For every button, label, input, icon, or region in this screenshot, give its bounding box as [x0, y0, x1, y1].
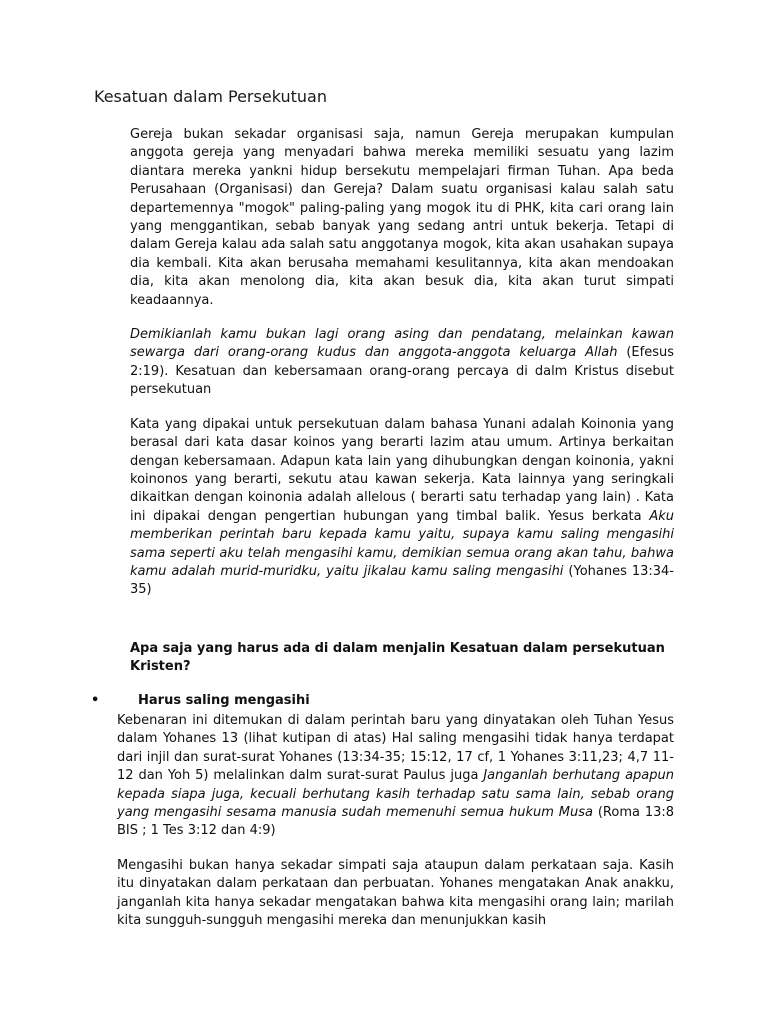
- paragraph-kebenaran-text: Kebenaran ini ditemukan di dalam perintah baru yang dinyatakan oleh Tuhan Yesus dalam Yohanes 13 (lihat kutipan di atas) Hal saling mengasihi tidak hanya terdapat dari injil dan surat-surat Yohanes (13:34-35; 15:12, 17 cf, 1 Yohanes 3:11,23; 4,7 11-12 dan Yoh 5) melalinkan dalm surat-surat Paulus juga: [117, 713, 674, 784]
- paragraph-kebenaran-ref: (Roma 13:8 BIS ; 1 Tes 3:12 dan 4:9): [117, 805, 675, 839]
- paragraph-efesus-text: (Efesus 2:19). Kesatuan dan kebersamaan orang-orang percaya di dalm Kristus disebut persekutuan: [130, 345, 674, 398]
- intro-section: [130, 126, 674, 600]
- paragraph-kebenaran: [117, 712, 674, 841]
- paragraph-koinonia-text: Kata yang dipakai untuk persekutuan dalam bahasa Yunani adalah Koinonia yang berasal dari kata dasar koinos yang berarti lazim atau umum. Artinya berkaitan dengan kebersamaan. Adapun kata lain yang dihubungkan dengan koinonia, yakni koinonos yang berarti, sekutu atau kawan sekerja. Kata lainnya yang seringkali dikaitkan dengan koinonia adalah allelous ( berarti satu terhadap yang lain) . Kata ini dipakai dengan pengertian hubungan yang timbal balik. Yesus berkata: [130, 416, 674, 524]
- love-section: [117, 712, 674, 930]
- quote-yohanes: Aku memberikan perintah baru kepada kamu yaitu, supaya kamu saling mengasihi sama seperti aku telah mengasihi kamu, demikian semua orang akan tahu, bahwa kamu adalah murid-muridku, yaitu jikalau kamu saling mengasihi: [130, 508, 674, 579]
- paragraph-efesus: [130, 326, 674, 400]
- paragraph-mengasihi: Mengasihi bukan hanya sekadar simpati saja ataupun dalam perkataan saja. Kasih itu dinyatakan dalam perkataan dan perbuatan. Yohanes mengatakan Anak anakku, janganlah kita hanya sekadar mengatakan bahwa kita mengasihi orang lain; marilah kita sungguh-sungguh mengasihi mereka dan menunjukkan kasih: [117, 857, 674, 929]
- bullet-icon: •: [91, 693, 100, 708]
- quote-roma: Janganlah berhutang apapun kepada siapa juga, kecuali berhutang kasih terhadap satu sama lain, sebab orang yang mengasihi sesama manusia sudah memenuhi semua hukum Musa: [117, 768, 675, 821]
- paragraph-koinonia-ref: (Yohanes 13:34-35): [130, 563, 674, 598]
- question-heading: Apa saja yang harus ada di dalam menjalin Kesatuan dalam persekutuan Kristen?: [130, 641, 665, 674]
- paragraph-koinonia: [130, 416, 674, 600]
- paragraph-gereja: Gereja bukan sekadar organisasi saja, namun Gereja merupakan kumpulan anggota gereja yang menyadari bahwa mereka memiliki sesuatu yang lazim diantara mereka yankni hidup bersekutu mempelajari firman Tuhan. Apa beda Perusahaan (Organisasi) dan Gereja? Dalam suatu organisasi kalau salah satu departemennya "mogok" paling-paling yang mogok itu di PHK, kita cari orang lain yang menggantikan, sebab banyak yang sedang antri untuk bekerja. Tetapi di dalam Gereja kalau ada salah satu anggotanya mogok, kita akan usahakan supaya dia kembali. Kita akan berusaha memahami kesulitannya, kita akan mendoakan dia, kita akan menolong dia, kita akan besuk dia, kita akan turut simpati keadaannya.: [130, 127, 674, 308]
- bullet-label: Harus saling mengasihi: [138, 693, 310, 708]
- document-title: Kesatuan dalam Persekutuan: [94, 87, 327, 106]
- quote-efesus: Demikianlah kamu bukan lagi orang asing dan pendatang, melainkan kawan sewarga dari orang-orang kudus dan anggota-anggota keluarga Allah: [130, 327, 674, 361]
